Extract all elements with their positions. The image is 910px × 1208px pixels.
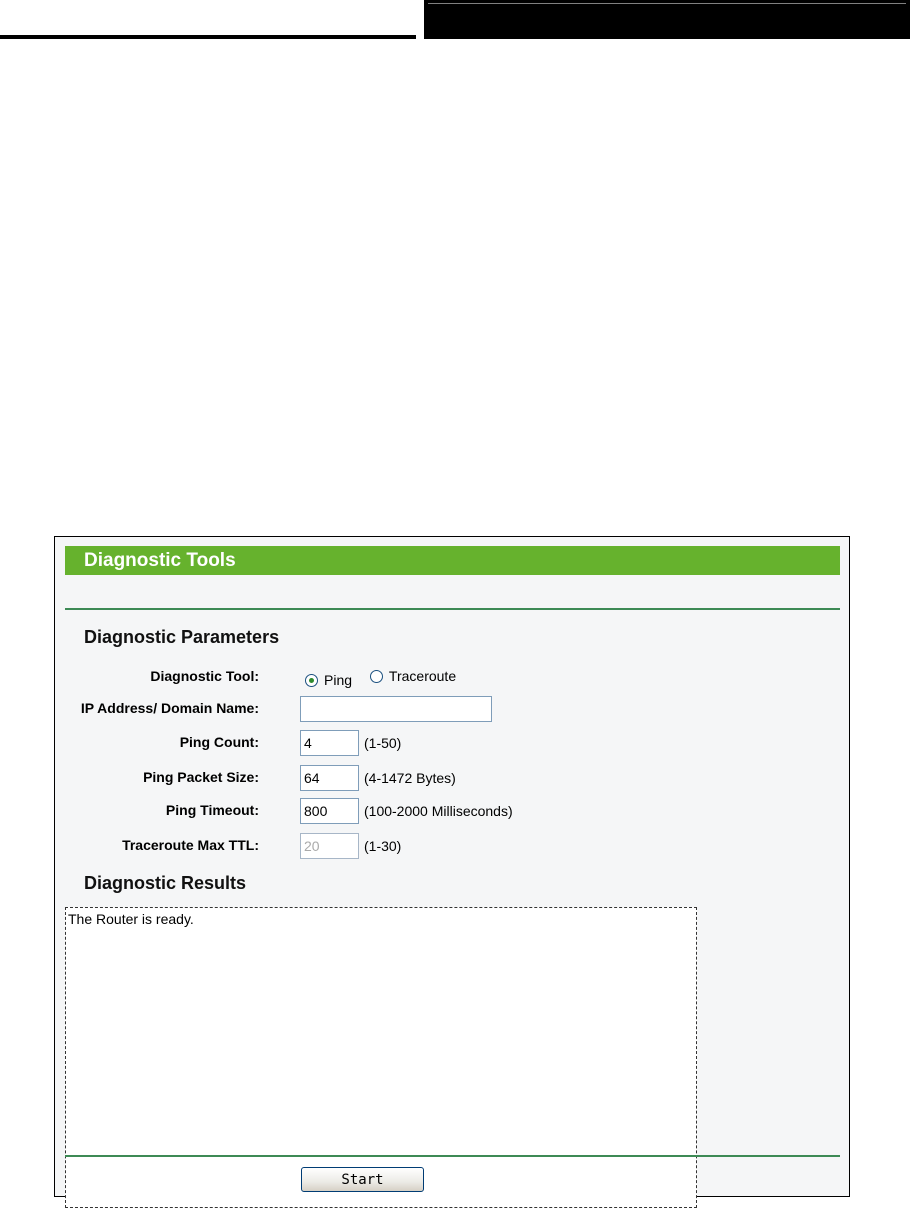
document-header-bar — [424, 0, 910, 39]
radio-selected-dot — [309, 678, 314, 683]
parameters-heading: Diagnostic Parameters — [84, 627, 280, 647]
traceroute-ttl-label: Traceroute Max TTL: — [122, 837, 259, 853]
ip-address-label: IP Address/ Domain Name: — [80, 700, 259, 716]
diagnostic-tools-panel — [54, 536, 850, 1197]
traceroute-ttl-row — [55, 833, 851, 859]
ip-address-input[interactable] — [300, 696, 492, 722]
diagnostic-tool-label: Diagnostic Tool: — [150, 668, 259, 684]
ip-address-row — [55, 696, 851, 722]
ping-count-input[interactable] — [300, 730, 359, 756]
diagnostic-tool-row — [55, 664, 851, 690]
ping-count-label: Ping Count: — [179, 734, 259, 750]
page-title: Diagnostic Tools — [65, 546, 840, 575]
ping-timeout-hint: (100-2000 Milliseconds) — [364, 803, 513, 819]
radio-traceroute[interactable] — [370, 668, 456, 684]
bottom-divider — [65, 1155, 840, 1157]
packet-size-hint: (4-1472 Bytes) — [364, 770, 456, 786]
radio-ping-label[interactable]: Ping — [324, 672, 353, 688]
ping-timeout-label: Ping Timeout: — [165, 802, 259, 818]
packet-size-label: Ping Packet Size: — [143, 769, 259, 785]
traceroute-ttl-input — [300, 833, 359, 859]
diagnostic-tool-radio-group — [305, 668, 470, 688]
start-button[interactable]: Start — [301, 1167, 424, 1192]
traceroute-ttl-hint: (1-30) — [364, 838, 402, 854]
radio-ping-indicator[interactable] — [305, 674, 318, 687]
ping-count-row — [55, 730, 851, 756]
results-text: The Router is ready. — [68, 911, 194, 927]
ping-count-hint: (1-50) — [364, 735, 402, 751]
radio-ping[interactable] — [305, 672, 352, 688]
radio-traceroute-indicator[interactable] — [370, 670, 383, 683]
results-heading: Diagnostic Results — [84, 873, 247, 893]
document-header-rule — [0, 35, 416, 39]
diagnostic-results-box — [65, 907, 697, 1208]
top-divider — [65, 608, 840, 610]
packet-size-input[interactable] — [300, 765, 359, 791]
ping-timeout-input[interactable] — [300, 798, 359, 824]
ping-timeout-row — [55, 798, 851, 824]
packet-size-row — [55, 765, 851, 791]
radio-traceroute-label[interactable]: Traceroute — [388, 668, 457, 684]
